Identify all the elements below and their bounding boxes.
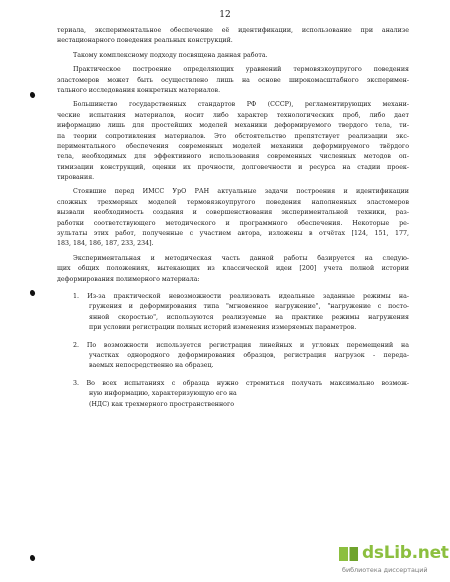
- text-line: при условии регистрации полных историй изменения измеряемых параметров.: [89, 324, 357, 332]
- text-line: Стоявшие перед ИМСС УрО РАН актуальные задачи построения и идентификации: [73, 188, 409, 196]
- margin-mark: [29, 289, 36, 296]
- text-line: па теории сопротивления материалов. Это обстоятельство препятствует реализации экс-: [57, 132, 409, 140]
- text-line: 2. По возможности используется регистрация линейных и угловых перемещений на: [73, 341, 409, 349]
- text-line: гружения и деформирования типа "мгновенное нагружение", "нагружение с посто-: [89, 303, 409, 311]
- body-text: [57, 26, 409, 410]
- text-line: 1. Из-за практической невозможности реализовать идеальные заданные режимы на-: [73, 292, 409, 300]
- text-line: Экспериментальная и методическая часть данной работы базируется на следую-: [73, 254, 409, 262]
- text-line: деформирования полимерного материала:: [57, 275, 200, 283]
- text-line: тирования.: [57, 174, 95, 182]
- dslib-logo-icon: [338, 544, 360, 564]
- text-line: участках однородного деформирования образцов, регистрация нагрузок - переда-: [89, 351, 409, 359]
- text-line: териала, экспериментальное обеспечение её идентификации, использование при анализе: [57, 27, 409, 34]
- margin-mark: [29, 91, 36, 98]
- margin-mark: [29, 554, 36, 561]
- text-line: нестационарного поведения реальных конструкций.: [57, 37, 233, 45]
- text-line: информацию лишь для простейших моделей механики деформируемого твердого тела, ти-: [57, 122, 409, 130]
- text-line: ваемых непосредственно на образец.: [89, 362, 214, 370]
- text-line: вызвали необходимость создания и совершенствования экспериментальной техники, раз-: [57, 209, 409, 217]
- watermark-subtitle: библиотека диссертаций: [342, 566, 428, 574]
- text-line: сложных трехмерных моделей термовязкоупругого поведения наполненных эластомеров: [57, 198, 409, 206]
- text-line: эластомеров может быть осуществлено лишь на основе широкомасштабного эксперимен-: [57, 76, 409, 84]
- page-number: 12: [219, 10, 231, 20]
- text-line: тимизации конструкций, оценки их прочности, долговечности и ресурса на стадии проек-: [57, 163, 409, 171]
- text-line: 3. Во всех испытаниях с образца нужно стремиться получать максимально возмож-: [73, 379, 409, 387]
- text-line: периментального обеспечения современных моделей механики деформируемого твёрдого: [57, 142, 409, 150]
- text-line: янной скоростью", используются реализуемые на практике режимы нагружения: [89, 313, 409, 321]
- text-line: зультаты этих работ, полученные с участием автора, изложены в отчётах [124, 151, 177,: [57, 230, 409, 238]
- text-line: Такому комплексному подходу посвящена данная работа.: [73, 51, 268, 59]
- text-line: тального исследования конкретных материалов.: [57, 86, 221, 94]
- text-line: работки соответствующего методического и программного обеспечения. Некоторые ре-: [57, 219, 409, 227]
- text-line: Большинство государственных стандартов РФ (СССР), регламентирующих механи-: [73, 101, 409, 109]
- watermark: [336, 542, 449, 576]
- text-line: тела, необходимых для эффективного использования современных численных методов оп-: [57, 153, 409, 161]
- text-line: (НДС) как трехмерного пространственного: [89, 400, 235, 408]
- text-line: щих общих положениях, вытекающих из классической идеи [200] учета полной истории: [57, 265, 409, 273]
- text-line: 183, 184, 186, 187, 233, 234].: [57, 240, 154, 248]
- text-line: ческие испытания материалов, носит либо характер технологических проб, либо дает: [57, 111, 409, 119]
- watermark-title: dsLib.net: [362, 543, 449, 563]
- text-line: Практическое построение определяющих уравнений термовязкоупругого поведения: [73, 66, 409, 74]
- text-line: ную информацию, характеризующую его на: [89, 390, 237, 398]
